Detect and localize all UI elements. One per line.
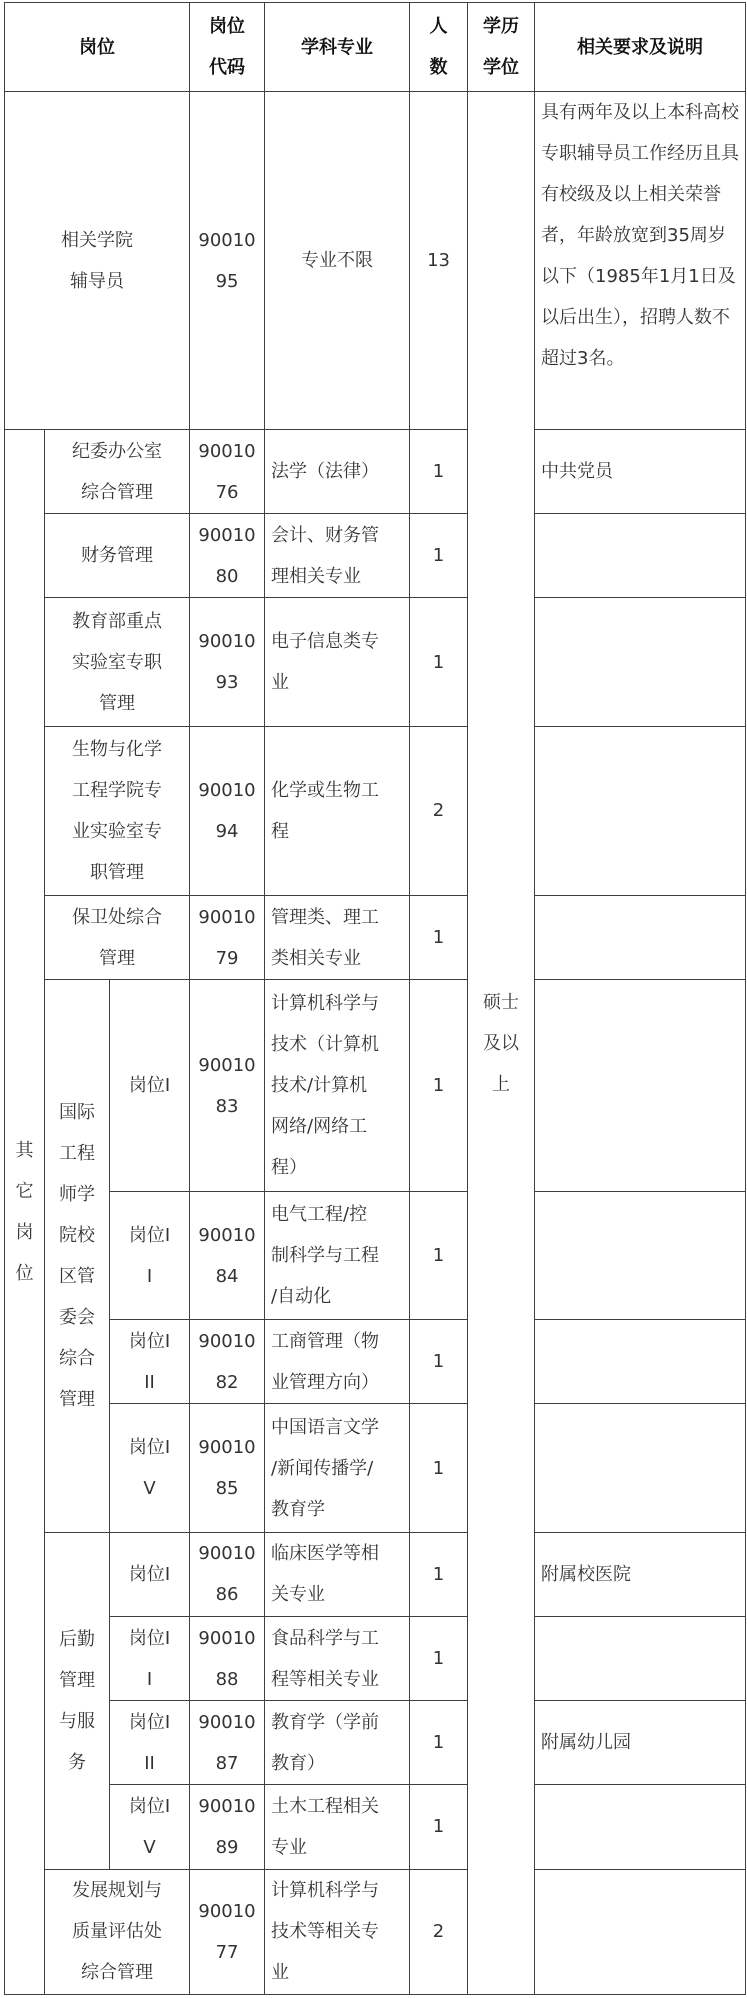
position-cell: 岗位I II	[110, 1701, 190, 1785]
table-row	[5, 1320, 746, 1404]
code-cell: 90010 89	[190, 1785, 265, 1869]
count-cell: 1	[410, 1701, 468, 1785]
table-row	[5, 1532, 746, 1616]
code-cell: 90010 95	[190, 92, 265, 430]
table-row	[5, 1701, 746, 1785]
major-cell: 计算机科学与 技术等相关专 业	[265, 1869, 410, 1994]
position-cell: 财务管理	[45, 514, 190, 598]
notes-cell	[535, 726, 746, 895]
major-cell: 专业不限	[265, 92, 410, 430]
major-cell: 电气工程/控 制科学与工程 /自动化	[265, 1191, 410, 1319]
position-cell: 生物与化学 工程学院专 业实验室专 职管理	[45, 726, 190, 895]
position-cell: 岗位I	[110, 980, 190, 1192]
count-cell: 2	[410, 1869, 468, 1994]
count-cell: 1	[410, 1404, 468, 1532]
major-cell: 中国语言文学 /新闻传播学/ 教育学	[265, 1404, 410, 1532]
major-cell: 临床医学等相 关专业	[265, 1532, 410, 1616]
table-row	[5, 726, 746, 895]
position-cell: 相关学院 辅导员	[5, 92, 190, 430]
code-cell: 90010 94	[190, 726, 265, 895]
table-row	[5, 92, 746, 430]
notes-cell: 中共党员	[535, 430, 746, 514]
count-cell: 1	[410, 1785, 468, 1869]
code-cell: 90010 86	[190, 1532, 265, 1616]
notes-cell	[535, 896, 746, 980]
major-cell: 计算机科学与 技术（计算机 技术/计算机 网络/网络工 程）	[265, 980, 410, 1192]
notes-cell	[535, 1404, 746, 1532]
header-count: 人 数	[410, 3, 468, 92]
count-cell: 13	[410, 92, 468, 430]
major-cell: 教育学（学前 教育）	[265, 1701, 410, 1785]
count-cell: 1	[410, 1616, 468, 1700]
count-cell: 2	[410, 726, 468, 895]
code-cell: 90010 85	[190, 1404, 265, 1532]
code-cell: 90010 77	[190, 1869, 265, 1994]
code-cell: 90010 87	[190, 1701, 265, 1785]
notes-cell	[535, 980, 746, 1192]
position-cell: 岗位I I	[110, 1191, 190, 1319]
notes-cell	[535, 1191, 746, 1319]
notes-cell	[535, 1869, 746, 1994]
table-row	[5, 1785, 746, 1869]
major-cell: 电子信息类专 业	[265, 598, 410, 726]
notes-cell: 具有两年及以上本科高校专职辅导员工作经历且具有校级及以上相关荣誉者，年龄放宽到35周岁以下（1985年1月1日及以后出生），招聘人数不超过3名。	[535, 92, 746, 430]
table-row	[5, 980, 746, 1192]
header-row	[5, 3, 746, 92]
notes-cell	[535, 1785, 746, 1869]
position-cell: 岗位I V	[110, 1404, 190, 1532]
count-cell: 1	[410, 1320, 468, 1404]
major-cell: 会计、财务管 理相关专业	[265, 514, 410, 598]
table-row	[5, 896, 746, 980]
major-cell: 工商管理（物 业管理方向）	[265, 1320, 410, 1404]
position-cell: 保卫处综合 管理	[45, 896, 190, 980]
degree-cell: 硕士 及以 上	[468, 92, 535, 1995]
notes-cell	[535, 1616, 746, 1700]
code-cell: 90010 93	[190, 598, 265, 726]
code-cell: 90010 79	[190, 896, 265, 980]
code-cell: 90010 76	[190, 430, 265, 514]
position-cell: 岗位I I	[110, 1616, 190, 1700]
count-cell: 1	[410, 598, 468, 726]
notes-cell: 附属幼儿园	[535, 1701, 746, 1785]
count-cell: 1	[410, 896, 468, 980]
table-row	[5, 1869, 746, 1994]
header-notes: 相关要求及说明	[535, 3, 746, 92]
position-cell: 发展规划与 质量评估处 综合管理	[45, 1869, 190, 1994]
recruitment-table	[4, 2, 746, 1995]
table-row	[5, 430, 746, 514]
count-cell: 1	[410, 430, 468, 514]
group-intl-label: 国际 工程 师学 院校 区管 委会 综合 管理	[45, 980, 110, 1532]
notes-cell	[535, 514, 746, 598]
notes-cell	[535, 1320, 746, 1404]
major-cell: 法学（法律）	[265, 430, 410, 514]
position-cell: 教育部重点 实验室专职 管理	[45, 598, 190, 726]
notes-cell: 附属校医院	[535, 1532, 746, 1616]
count-cell: 1	[410, 514, 468, 598]
code-cell: 90010 83	[190, 980, 265, 1192]
group-logistics-label: 后勤 管理 与服 务	[45, 1532, 110, 1869]
code-cell: 90010 88	[190, 1616, 265, 1700]
major-cell: 食品科学与工 程等相关专业	[265, 1616, 410, 1700]
notes-cell	[535, 598, 746, 726]
table-row	[5, 1191, 746, 1319]
position-cell: 岗位I V	[110, 1785, 190, 1869]
position-cell: 岗位I II	[110, 1320, 190, 1404]
major-cell: 管理类、理工 类相关专业	[265, 896, 410, 980]
major-cell: 土木工程相关 专业	[265, 1785, 410, 1869]
group-other-label: 其 它 岗 位	[5, 430, 45, 1995]
code-cell: 90010 82	[190, 1320, 265, 1404]
table-row	[5, 1404, 746, 1532]
major-cell: 化学或生物工 程	[265, 726, 410, 895]
header-code: 岗位 代码	[190, 3, 265, 92]
header-position: 岗位	[5, 3, 190, 92]
code-cell: 90010 84	[190, 1191, 265, 1319]
position-cell: 纪委办公室 综合管理	[45, 430, 190, 514]
count-cell: 1	[410, 980, 468, 1192]
table-row	[5, 598, 746, 726]
position-cell: 岗位I	[110, 1532, 190, 1616]
header-major: 学科专业	[265, 3, 410, 92]
table-row	[5, 514, 746, 598]
count-cell: 1	[410, 1191, 468, 1319]
code-cell: 90010 80	[190, 514, 265, 598]
table-row	[5, 1616, 746, 1700]
header-degree: 学历 学位	[468, 3, 535, 92]
count-cell: 1	[410, 1532, 468, 1616]
